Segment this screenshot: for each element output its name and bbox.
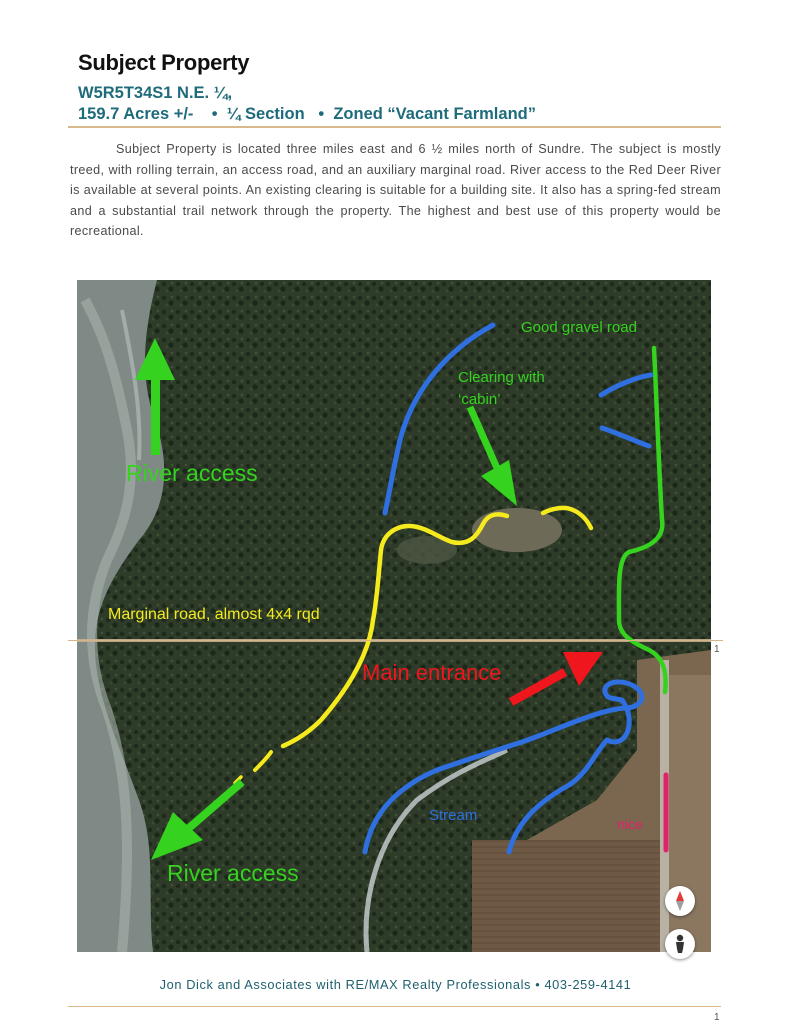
compass-icon	[665, 886, 695, 916]
clearing-area	[472, 508, 562, 552]
marginal-road-label: Marginal road, almost 4x4 rqd	[108, 606, 320, 623]
main-entrance-label: Main entrance	[362, 660, 502, 685]
aerial-map[interactable]	[77, 280, 711, 952]
inner-page-separator	[68, 640, 723, 641]
good-gravel-road-label: Good gravel road	[521, 319, 637, 336]
river-access-label-bottom: River access	[167, 860, 299, 886]
page-number: 1	[714, 1012, 720, 1023]
footer-contact: Jon Dick and Associates with RE/MAX Realty Professionals • 403-259-4141	[159, 977, 632, 992]
footer-divider	[68, 1006, 721, 1007]
page-title: Subject Property	[78, 50, 250, 75]
property-summary: 159.7 Acres +/- • ¼ Section • Zoned “Vacant Farmland”	[78, 105, 536, 123]
nice-label: nice	[617, 816, 643, 832]
compass-button[interactable]	[665, 886, 695, 916]
inner-page-number: 1	[714, 644, 720, 655]
pegman-icon	[665, 929, 695, 959]
stream-label: Stream	[429, 807, 478, 824]
header-divider	[68, 126, 721, 128]
river-access-label-top: River access	[126, 460, 258, 486]
legal-description: W5R5T34S1 N.E. ¼,	[78, 84, 233, 102]
clearing-label-line1: Clearing with	[458, 369, 545, 386]
pegman-button[interactable]	[665, 929, 695, 959]
property-description: Subject Property is located three miles east and 6 ½ miles north of Sundre. The subject is mostly treed, with rolling terrain, an access road, and an auxiliary marginal road. River access to the Red Deer River is available at several points. An existing clearing is suitable for a building site. It also has a spring-fed stream and a substantial trail network through the property. The highest and best use of this property would be recreational.	[70, 142, 721, 238]
clearing-label-line2: ‘cabin’	[458, 391, 501, 408]
